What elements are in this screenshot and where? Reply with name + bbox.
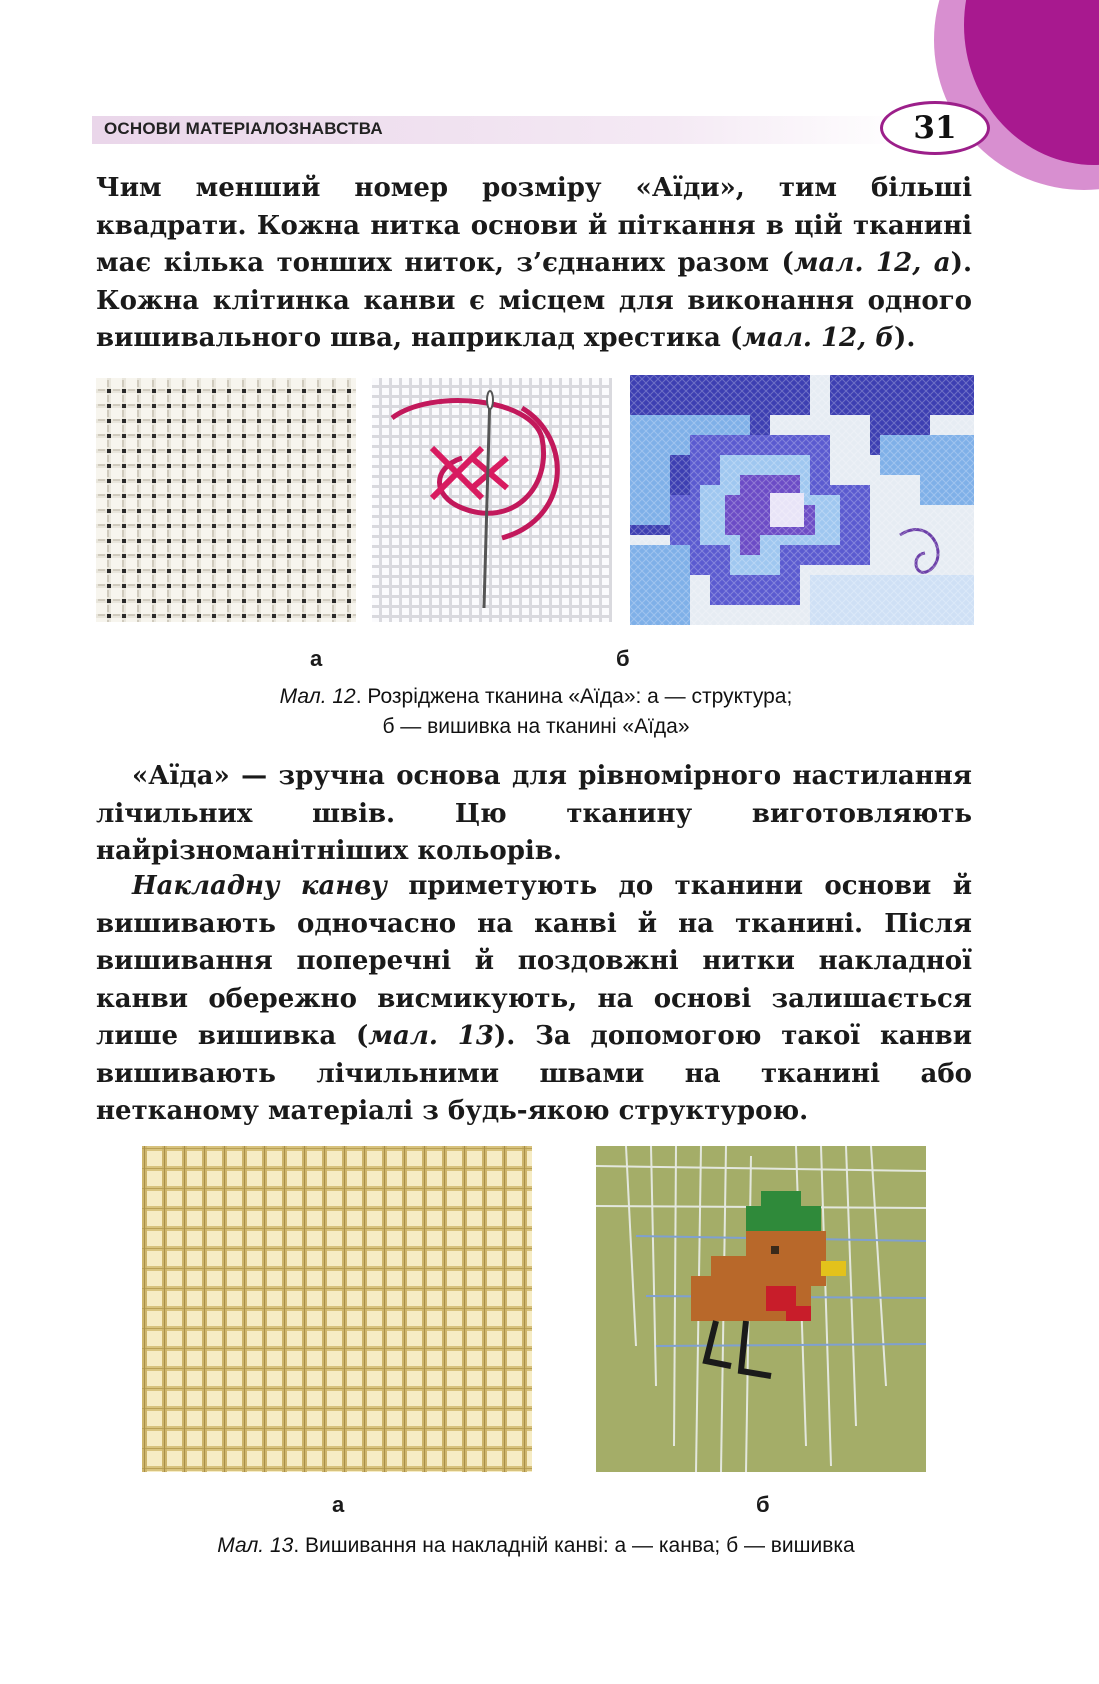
paragraph-2: «Аїда» — зручна основа для рівномірного настилання лічильних швів. Цю тканину виготовляють найрізноманітніших кольорів. [96,761,972,866]
figure-13-label-b: б [756,1492,770,1517]
figure-13-caption: Мал. 13. Вишивання на накладній канві: а — канва; б — вишивка [217,1534,855,1557]
aida-cross-stitch-photo [372,378,612,622]
term-highlight: Накладну канву [132,871,387,901]
figure-12-caption: Мал. 12. Розріджена тканина «Аїда»: а — структура; б — вишивка на тканині «Аїда» [279,685,793,738]
canvas-mesh-photo [142,1146,532,1472]
aida-fabric-structure-photo [96,378,356,622]
figure-reference: мал. 13 [368,1021,494,1051]
paragraph-3: Накладну канву приметують до тканини основи й вишивають одночасно на канві й на тканині. Після вишивання поперечні й поздовжні нитки накладної канви обережно висмикують, на основі залишається лише вишивка (мал. 13). За допомогою такої канви вишивають лічильними швами на тканині або нетканому матеріалі з будь-якою структурою. [96,871,973,1126]
figure-12-label-b: б [616,646,630,671]
section-title: ОСНОВИ МАТЕРІАЛОЗНАВСТВА [104,119,383,138]
figure-reference: мал. 12, а [793,248,951,278]
figure-12-label-a: а [310,646,323,671]
aida-embroidery-flower-photo [630,375,974,625]
figure-13-label-a: а [332,1492,345,1517]
page-number: 31 [880,101,990,155]
paragraph-1: Чим менший номер розміру «Аїди», тим більші квадрати. Кожна нитка основи й піткання в цій тканині має кілька тонших ниток, з’єднаних разом (мал. 12, а). Кожна клітинка канви є місцем для виконання одного вишивального шва, наприклад хрестика (мал. 12, б). [96,173,972,353]
figure-reference: мал. 12, б [742,323,895,353]
canvas-embroidery-duck-photo [596,1146,926,1472]
